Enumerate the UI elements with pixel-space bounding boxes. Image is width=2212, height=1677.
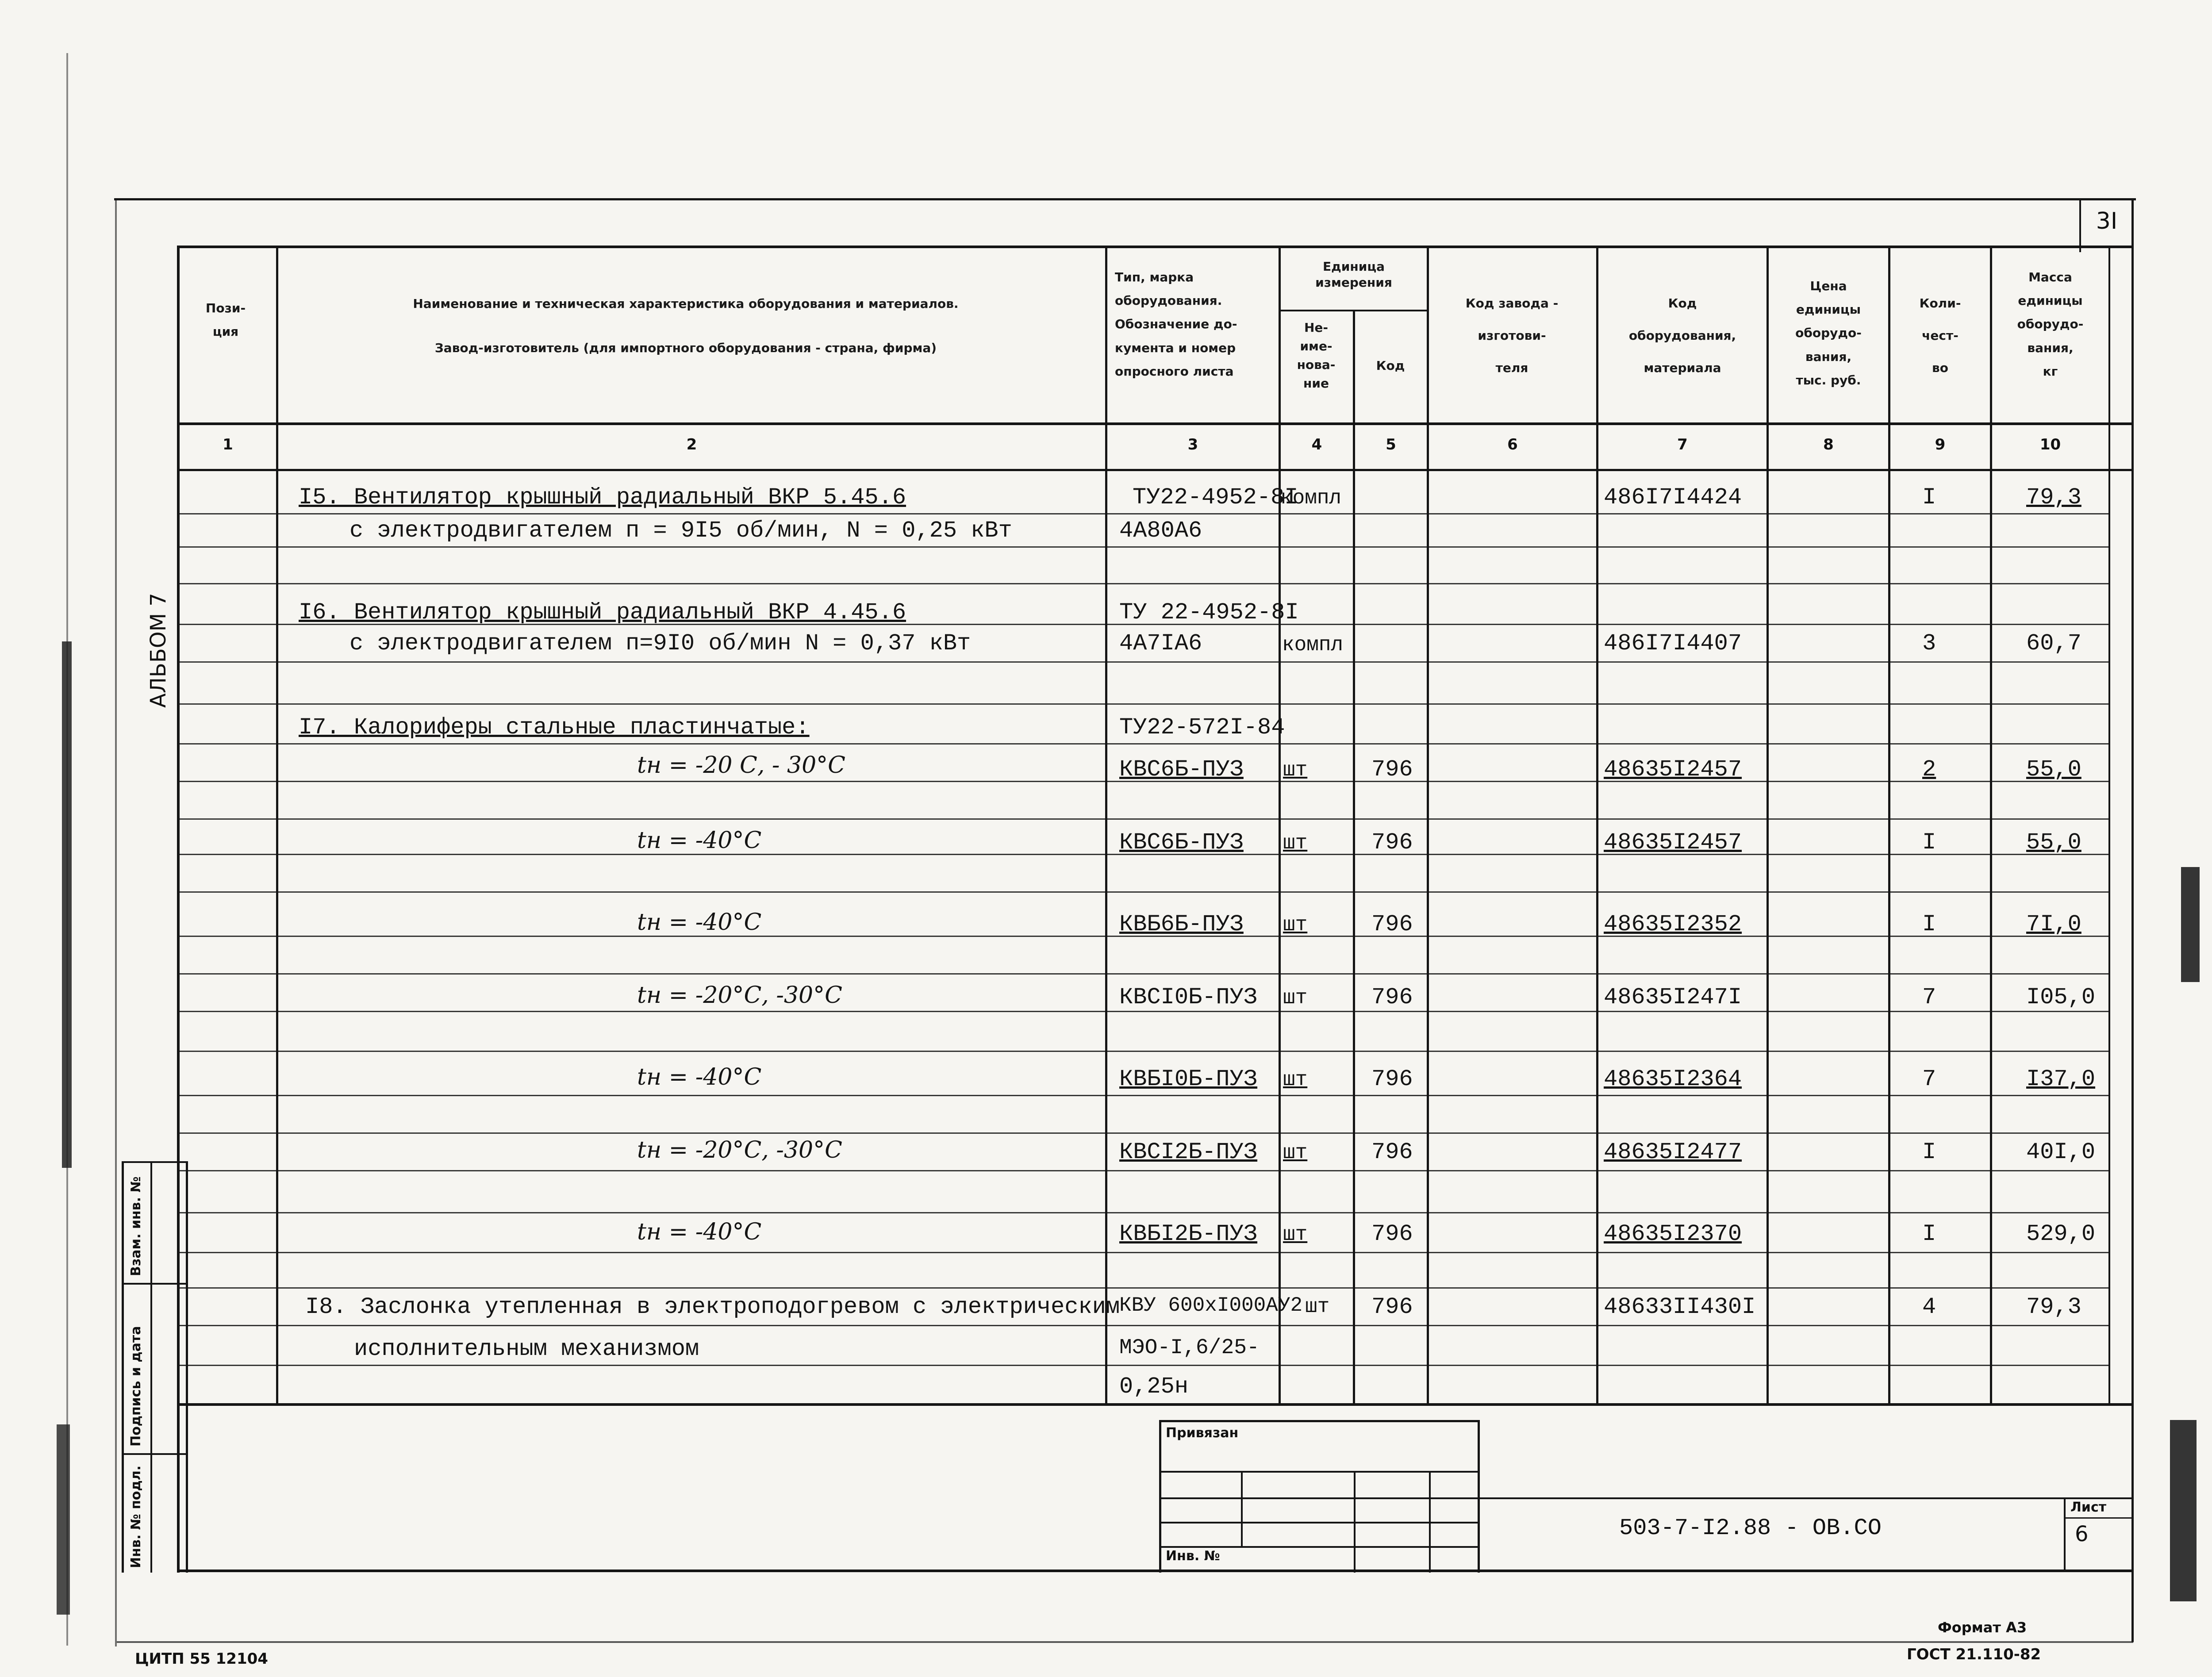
row-ucode: 796 <box>1371 829 1413 856</box>
header-unit-name-l3: нова- <box>1297 357 1336 372</box>
row-unit: шт <box>1283 913 1308 936</box>
row-unit: шт <box>1283 759 1308 782</box>
table-bottom <box>177 1403 2132 1406</box>
row-mass: I37,0 <box>2026 1066 2096 1092</box>
row-ucode: 796 <box>1371 911 1413 937</box>
left-strip-left <box>122 1161 124 1573</box>
header-mass-l1: Масса <box>2028 270 2072 284</box>
col-line-2 <box>1105 246 1107 1405</box>
header-unit-name <box>1281 319 1352 393</box>
col-number-4: 4 <box>1311 436 1322 453</box>
header-name-line2: Завод-изготовитель (для импортного оборудования - страна, фирма) <box>434 341 937 355</box>
row-qty: I <box>1922 1221 1936 1247</box>
header-type-l3: Обозначение до- <box>1115 317 1237 332</box>
header-equipment-code-l2: оборудования, <box>1628 328 1736 343</box>
scan-edge-line <box>66 53 68 1646</box>
row-name: tн = -20°С, -30°С <box>637 1137 842 1163</box>
footer-printer: ЦИТП 55 12104 <box>135 1650 268 1668</box>
row-name: I7. Калориферы стальные пластинчатые: <box>299 714 810 741</box>
col-number-7: 7 <box>1677 436 1688 453</box>
header-mass-l4: вания, <box>2027 340 2074 355</box>
stamp-row-4 <box>1159 1546 1480 1548</box>
header-mass <box>1992 265 2108 383</box>
header-price <box>1769 274 1888 392</box>
header-maker-code-l3: теля <box>1495 360 1528 375</box>
row-name: tн = -40°С <box>637 1219 762 1245</box>
left-strip-right <box>186 1161 188 1573</box>
col-line-3 <box>1279 246 1281 1405</box>
row-name: I8. Заслонка утепленная в электроподогревом с электрическим <box>305 1294 1120 1320</box>
row-type: МЭО-I,6/25- <box>1119 1336 1260 1360</box>
sheet-box-left <box>2064 1497 2066 1570</box>
row-mass: 55,0 <box>2026 829 2081 856</box>
col-number-3: 3 <box>1187 436 1198 453</box>
row-name: tн = -40°С <box>637 827 762 854</box>
col-line-8 <box>1888 246 1890 1405</box>
row-code: 48633II430I <box>1604 1294 1756 1320</box>
row-unit: шт <box>1283 986 1308 1009</box>
row-unit: шт <box>1305 1295 1330 1318</box>
header-price-l3: оборудо- <box>1795 326 1862 341</box>
stamp-col-1 <box>1241 1471 1243 1546</box>
scan-bar-right <box>2181 867 2200 982</box>
row-ucode: 796 <box>1371 984 1413 1010</box>
header-quantity-l3: во <box>1932 360 1948 375</box>
row-mass: 79,3 <box>2026 1294 2081 1320</box>
col-number-8: 8 <box>1823 436 1834 453</box>
row-qty: I <box>1922 911 1936 937</box>
col-number-5: 5 <box>1386 436 1396 453</box>
row-line <box>180 1132 2108 1134</box>
row-type: КВСI2Б-ПУЗ <box>1119 1139 1258 1165</box>
header-type-l5: опросного листа <box>1115 364 1234 379</box>
col-line-9 <box>1990 246 1992 1405</box>
row-mass: 40I,0 <box>2026 1139 2096 1165</box>
row-mass: 529,0 <box>2026 1221 2096 1247</box>
stamp-row-2 <box>1159 1497 1480 1499</box>
row-qty: 2 <box>1922 756 1936 783</box>
col-line-7 <box>1767 246 1769 1405</box>
row-line <box>180 1365 2108 1366</box>
row-qty: I <box>1922 484 1936 510</box>
row-qty: 3 <box>1922 630 1936 656</box>
row-code: 48635I2364 <box>1604 1066 1742 1092</box>
row-name: с электродвигателем п = 9I5 об/мин, N = 0,25 кВт <box>349 518 1012 544</box>
header-equipment-code-l3: материала <box>1644 360 1721 375</box>
footer-format: Формат А3 <box>1938 1619 2027 1636</box>
row-line <box>180 973 2108 975</box>
row-qty: 4 <box>1922 1294 1936 1320</box>
row-line <box>180 1212 2108 1213</box>
header-quantity <box>1890 288 1990 384</box>
row-unit: шт <box>1283 1068 1308 1091</box>
stamp-col-2 <box>1354 1471 1356 1573</box>
col-line-10 <box>2108 246 2110 1405</box>
header-quantity-l2: чест- <box>1922 328 1959 343</box>
row-ucode: 796 <box>1371 756 1413 783</box>
header-unit-name-l2: име- <box>1300 339 1333 353</box>
col-number-1: 1 <box>223 436 233 453</box>
header-unit-name-l1: Не- <box>1304 320 1329 335</box>
sheet-box-mid <box>2064 1517 2132 1519</box>
row-code: 48635I2352 <box>1604 911 1742 937</box>
header-maker-code-l2: изготови- <box>1478 328 1546 343</box>
row-type: 4А80А6 <box>1119 518 1202 544</box>
row-unit: шт <box>1283 832 1308 855</box>
row-line <box>180 546 2108 548</box>
header-name-line1: Наименование и техническая характеристика оборудования и материалов. <box>413 296 959 311</box>
sheet-number: 6 <box>2075 1522 2089 1547</box>
row-unit: компл <box>1282 633 1344 656</box>
header-position: Пози-ция <box>205 301 246 339</box>
col-number-9: 9 <box>1935 436 1946 453</box>
row-type: КВБI2Б-ПУЗ <box>1119 1221 1258 1247</box>
row-line <box>180 1095 2108 1096</box>
row-unit: компл <box>1280 487 1342 510</box>
row-code: 48635I247I <box>1604 984 1742 1010</box>
row-mass: 7I,0 <box>2026 911 2081 937</box>
stamp-box-top <box>1159 1420 1480 1422</box>
row-code: 48635I2370 <box>1604 1221 1742 1247</box>
stamp-inv-label: Инв. № <box>1166 1548 1220 1564</box>
row-line <box>180 1051 2108 1052</box>
header-price-l5: тыс. руб. <box>1796 372 1861 388</box>
row-mass: 60,7 <box>2026 630 2081 656</box>
row-type: 0,25н <box>1119 1374 1189 1400</box>
header-mass-l5: кг <box>2043 364 2058 379</box>
row-name: I6. Вентилятор крышный радиальный ВКР 4.45.6 <box>299 599 906 626</box>
left-strip-low <box>122 1453 188 1455</box>
left-strip-inv: Инв. № подл. <box>128 1465 144 1568</box>
row-type: 4А7IА6 <box>1119 630 1202 656</box>
frame-right <box>2131 200 2134 1642</box>
row-code: 48635I2457 <box>1604 829 1742 856</box>
row-ucode: 796 <box>1371 1139 1413 1165</box>
stamp-box-left <box>1159 1420 1161 1573</box>
header-equipment-code-l1: Код <box>1668 296 1697 311</box>
row-line <box>180 891 2108 893</box>
row-qty: 7 <box>1922 984 1936 1010</box>
corner-box-left <box>2079 200 2081 252</box>
row-code: 48635I2457 <box>1604 756 1742 783</box>
stamp-attached-label: Привязан <box>1166 1425 1239 1441</box>
row-line <box>180 661 2108 663</box>
row-ucode: 796 <box>1371 1294 1413 1320</box>
left-strip-vert <box>150 1161 152 1573</box>
stamp-row-1 <box>1159 1471 1480 1473</box>
col-line-4 <box>1353 310 1355 1405</box>
row-type: КВСI0Б-ПУЗ <box>1119 984 1258 1010</box>
row-type: КВБ6Б-ПУЗ <box>1119 911 1244 937</box>
header-equipment-code <box>1598 288 1767 384</box>
row-line <box>180 1325 2108 1326</box>
row-type: КВБI0Б-ПУЗ <box>1119 1066 1258 1092</box>
row-line <box>180 818 2108 820</box>
sheet-label: Лист <box>2070 1500 2107 1515</box>
row-line <box>180 703 2108 705</box>
album-label: АЛЬБОМ 7 <box>146 593 171 708</box>
stamp-box-right <box>1478 1420 1480 1573</box>
col-number-2: 2 <box>686 436 697 453</box>
stamp-row-3 <box>1159 1522 1480 1523</box>
row-type: ТУ22-572I-84 <box>1119 714 1285 741</box>
row-name: tн = -20 С, - 30°С <box>637 752 845 779</box>
header-type-l4: кумента и номер <box>1115 340 1236 355</box>
header-price-l4: вания, <box>1805 349 1852 364</box>
header-type-l1: Тип, марка <box>1115 270 1194 284</box>
header-maker-code <box>1429 288 1595 384</box>
row-line <box>180 743 2108 744</box>
header-price-l1: Цена <box>1810 279 1847 293</box>
header-quantity-l1: Коли- <box>1919 296 1961 311</box>
header-type <box>1110 265 1283 383</box>
col-line-5 <box>1427 246 1429 1405</box>
header-unit-code: Код <box>1376 358 1405 373</box>
row-unit: шт <box>1283 1223 1308 1246</box>
doc-code: 503-7-I2.88 - ОВ.СО <box>1619 1515 1882 1541</box>
frame-left <box>115 200 117 1646</box>
row-type: КВС6Б-ПУЗ <box>1119 756 1244 783</box>
table-header-bottom <box>177 422 2132 425</box>
row-name: с электродвигателем п=9I0 об/мин N = 0,37 кВт <box>349 630 971 656</box>
row-mass: 79,3 <box>2026 484 2081 510</box>
row-type: КВС6Б-ПУЗ <box>1119 829 1244 856</box>
row-name: tн = -40°С <box>637 909 762 936</box>
table-bottom-strip <box>177 1570 2132 1572</box>
table-colnum-bottom <box>177 469 2132 471</box>
row-type: ТУ 22-4952-8I <box>1119 599 1299 626</box>
left-strip-top <box>122 1161 188 1163</box>
row-code: 486I7I4407 <box>1604 630 1742 656</box>
sheet-corner-number: 3I <box>2096 208 2118 234</box>
footer-gost: ГОСТ 21.110-82 <box>1907 1646 2041 1663</box>
scan-bar-right-2 <box>2170 1420 2197 1601</box>
row-line <box>180 513 2108 514</box>
row-line <box>180 1170 2108 1171</box>
row-line <box>180 1252 2108 1253</box>
row-name: I5. Вентилятор крышный радиальный ВКР 5.45.6 <box>299 484 906 510</box>
left-strip-mid <box>122 1283 188 1285</box>
col-number-10: 10 <box>2039 436 2061 453</box>
row-line <box>180 1287 2108 1289</box>
row-name: tн = -40°С <box>637 1064 762 1090</box>
row-type: ТУ22-4952-8I <box>1133 484 1298 510</box>
row-qty: I <box>1922 829 1936 856</box>
header-mass-l2: единицы <box>2018 293 2083 308</box>
header-price-l2: единицы <box>1796 302 1861 317</box>
unit-group-divider <box>1279 310 1429 311</box>
row-qty: 7 <box>1922 1066 1936 1092</box>
row-ucode: 796 <box>1371 1066 1413 1092</box>
row-mass: 55,0 <box>2026 756 2081 783</box>
row-line <box>180 1011 2108 1012</box>
row-unit: шт <box>1283 1141 1308 1164</box>
row-code: 486I7I4424 <box>1604 484 1742 510</box>
header-maker-code-l1: Код завода - <box>1465 296 1559 311</box>
col-number-6: 6 <box>1507 436 1518 453</box>
frame-bottom <box>117 1641 2133 1643</box>
row-name: tн = -20°С, -30°С <box>637 982 842 1009</box>
row-qty: I <box>1922 1139 1936 1165</box>
row-type: КВУ 600хI000АУ2 <box>1119 1294 1303 1317</box>
header-unit-name-l4: ние <box>1303 376 1329 391</box>
top-border <box>114 198 2136 200</box>
left-strip-signature: Подпись и дата <box>128 1326 144 1447</box>
col-line-1 <box>276 246 278 1405</box>
col-line-6 <box>1596 246 1598 1405</box>
left-strip-replaced: Взам. инв. № <box>128 1176 144 1276</box>
header-type-l2: оборудования. <box>1115 293 1222 308</box>
row-name: исполнительным механизмом <box>354 1336 699 1362</box>
row-line <box>180 583 2108 584</box>
header-mass-l3: оборудо- <box>2017 317 2084 332</box>
row-code: 48635I2477 <box>1604 1139 1742 1165</box>
row-mass: I05,0 <box>2026 984 2096 1010</box>
row-ucode: 796 <box>1371 1221 1413 1247</box>
header-unit-group: Единица измерения <box>1315 259 1392 290</box>
title-block-divider <box>1480 1497 2132 1499</box>
stamp-col-3 <box>1429 1471 1431 1573</box>
table-top <box>177 246 2132 248</box>
